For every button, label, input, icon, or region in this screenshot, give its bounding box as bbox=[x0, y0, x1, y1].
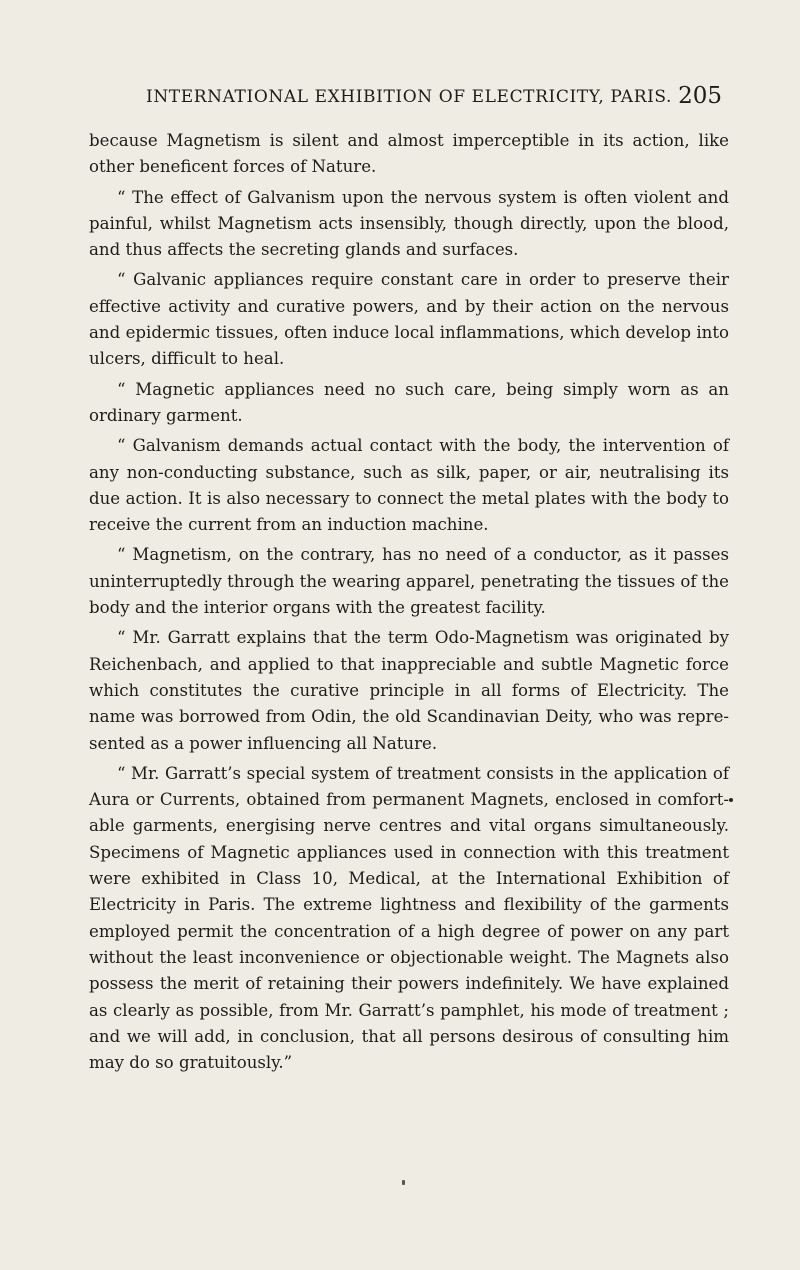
page-number: 205 bbox=[678, 83, 722, 109]
running-title: INTERNATIONAL EXHIBITION OF ELECTRICITY, PARIS. bbox=[146, 87, 673, 107]
paragraph-magnetism-conductor: “ Magnetism, on the contrary, has no need of a conductor, as it passes uninterruptedly through the wearing apparel, penetrating the tissues of the body and the interior organs with the greatest facility. bbox=[89, 545, 729, 618]
running-head bbox=[146, 83, 722, 115]
stray-ink-mark-bottom bbox=[402, 1180, 405, 1185]
paragraph-garratt-system: “ Mr. Garratt’s special system of treatment consists in the application of Aura or Currents, obtained from permanent Magnets, enclosed in comfort- able garments, energising nerve centres and vital organs simultaneously. Specimens of Magnetic appliances used in connection with this treatment were exhibited in Class 10, Medical, at the International Exhibition of Electricity in Paris. The extreme lightness and flexibility of the garments employed permit the concentration of a high degree of power on any part without the least inconvenience or objectionable weight. The Magnets also possess the merit of retaining their powers indefinitely. We have explained as clearly as possible, from Mr. Garratt’s pamphlet, his mode of treatment ; and we will add, in conclusion, that all persons desirous of consulting him may do so gratuitously.” bbox=[89, 763, 729, 1073]
stray-ink-mark bbox=[729, 798, 733, 802]
paragraph-odo-magnetism: “ Mr. Garratt explains that the term Odo-Magnetism was originated by Reichenbach, and applied to that inappreciable and subtle Magnetic force which constitutes the curative principle in all forms of Electricity. The name was borrowed from Odin, the old Scandinavian Deity, who was repre- sented as a power influencing all Nature. bbox=[89, 628, 729, 753]
paragraph-magnetic-appliances: “ Magnetic appliances need no such care, being simply worn as an ordinary garment. bbox=[89, 379, 729, 425]
paragraph-galvanic-appliances: “ Galvanic appliances require constant care in order to preserve their effective activity and curative powers, and by their action on the nervous and epidermic tissues, often induce local inflammations, which develop into ulcers, difficult to heal. bbox=[89, 270, 729, 369]
paragraph-galvanism-contact: “ Galvanism demands actual contact with the body, the intervention of any non-conducting substance, such as silk, paper, or air, neutralising its due action. It is also necessary to connect the metal plates with the body to receive the current from an induction machine. bbox=[89, 436, 729, 535]
body-text bbox=[89, 128, 729, 1080]
paragraph-galvanism-effect: “ The effect of Galvanism upon the nervous system is often violent and painful, whilst Magnetism acts insensibly, though directly, upon the blood, and thus affects the secreting glands and surfaces. bbox=[89, 187, 729, 260]
paragraph-continuation: because Magnetism is silent and almost imperceptible in its action, like other beneficent forces of Nature. bbox=[89, 131, 729, 177]
